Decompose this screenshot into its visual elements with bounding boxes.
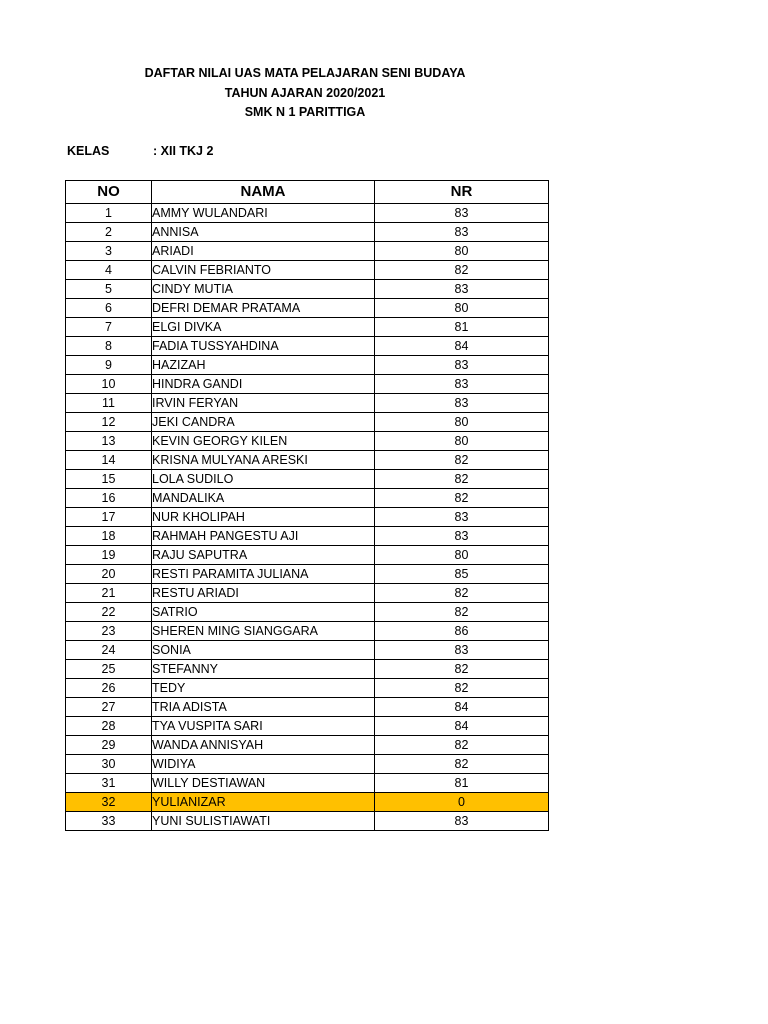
table-row [66,736,549,755]
row-number: 12 [66,413,152,432]
row-number: 20 [66,565,152,584]
row-number: 22 [66,603,152,622]
table-row [66,470,549,489]
table-row [66,356,549,375]
row-number: 24 [66,641,152,660]
table-row [66,337,549,356]
student-name: RAHMAH PANGESTU AJI [152,527,375,546]
table-row [66,774,549,793]
row-number: 5 [66,280,152,299]
table-row [66,242,549,261]
student-grade: 83 [375,812,549,831]
student-grade: 80 [375,413,549,432]
row-number: 32 [66,793,152,812]
column-header-nama: NAMA [152,181,375,204]
column-header-no: NO [66,181,152,204]
document-header [0,64,610,123]
table-row [66,641,549,660]
table-row [66,584,549,603]
table-row [66,280,549,299]
row-number: 1 [66,204,152,223]
row-number: 31 [66,774,152,793]
table-row [66,527,549,546]
student-grade: 82 [375,584,549,603]
student-name: MANDALIKA [152,489,375,508]
student-name: WIDIYA [152,755,375,774]
row-number: 21 [66,584,152,603]
school-name: SMK N 1 PARITTIGA [244,105,366,119]
table-header-row [66,181,549,204]
student-name: YULIANIZAR [152,793,375,812]
table-row [66,318,549,337]
student-grade: 82 [375,603,549,622]
row-number: 11 [66,394,152,413]
student-grade: 83 [375,394,549,413]
student-grade: 80 [375,242,549,261]
student-grade: 85 [375,565,549,584]
student-grade: 80 [375,299,549,318]
row-number: 29 [66,736,152,755]
row-number: 14 [66,451,152,470]
row-number: 2 [66,223,152,242]
table-row [66,508,549,527]
student-grade: 81 [375,774,549,793]
table-row [66,698,549,717]
student-name: DEFRI DEMAR PRATAMA [152,299,375,318]
table-body [66,204,549,831]
student-grade: 82 [375,470,549,489]
class-info [67,144,213,158]
student-name: KRISNA MULYANA ARESKI [152,451,375,470]
row-number: 6 [66,299,152,318]
student-grade: 84 [375,337,549,356]
student-grade: 83 [375,508,549,527]
student-name: AMMY WULANDARI [152,204,375,223]
student-name: CINDY MUTIA [152,280,375,299]
student-grade: 82 [375,679,549,698]
table-row [66,394,549,413]
table-row [66,299,549,318]
table-row [66,223,549,242]
student-grade: 83 [375,641,549,660]
student-name: SONIA [152,641,375,660]
student-name: SHEREN MING SIANGGARA [152,622,375,641]
student-grade: 81 [375,318,549,337]
student-grade: 82 [375,261,549,280]
student-grade: 83 [375,223,549,242]
student-name: CALVIN FEBRIANTO [152,261,375,280]
student-name: TRIA ADISTA [152,698,375,717]
row-number: 26 [66,679,152,698]
student-name: ELGI DIVKA [152,318,375,337]
row-number: 10 [66,375,152,394]
student-name: ARIADI [152,242,375,261]
row-number: 25 [66,660,152,679]
table-row [66,451,549,470]
table-row [66,717,549,736]
student-name: WILLY DESTIAWAN [152,774,375,793]
student-grade: 86 [375,622,549,641]
table-row [66,679,549,698]
student-grade: 80 [375,546,549,565]
row-number: 7 [66,318,152,337]
table-row [66,204,549,223]
row-number: 8 [66,337,152,356]
student-grade: 83 [375,280,549,299]
student-name: SATRIO [152,603,375,622]
table-row [66,812,549,831]
row-number: 16 [66,489,152,508]
student-name: HAZIZAH [152,356,375,375]
student-name: KEVIN GEORGY KILEN [152,432,375,451]
student-name: RESTI PARAMITA JULIANA [152,565,375,584]
student-name: RESTU ARIADI [152,584,375,603]
table-row [66,375,549,394]
table-row [66,622,549,641]
class-label: KELAS [67,144,110,158]
student-name: YUNI SULISTIAWATI [152,812,375,831]
row-number: 18 [66,527,152,546]
student-grade: 82 [375,660,549,679]
row-number: 13 [66,432,152,451]
student-name: RAJU SAPUTRA [152,546,375,565]
document-title: DAFTAR NILAI UAS MATA PELAJARAN SENI BUDAYA [144,66,466,80]
row-number: 28 [66,717,152,736]
row-number: 19 [66,546,152,565]
row-number: 3 [66,242,152,261]
student-grade: 82 [375,755,549,774]
row-number: 23 [66,622,152,641]
table-row [66,432,549,451]
table-row [66,603,549,622]
table-row [66,565,549,584]
student-grade: 84 [375,698,549,717]
row-number: 27 [66,698,152,717]
student-name: JEKI CANDRA [152,413,375,432]
student-grade: 83 [375,356,549,375]
student-grade: 83 [375,527,549,546]
student-name: STEFANNY [152,660,375,679]
grades-table [65,180,549,831]
table-row [66,546,549,565]
student-name: TYA VUSPITA SARI [152,717,375,736]
row-number: 15 [66,470,152,489]
student-name: HINDRA GANDI [152,375,375,394]
row-number: 30 [66,755,152,774]
academic-year: TAHUN AJARAN 2020/2021 [224,85,386,100]
student-grade: 80 [375,432,549,451]
row-number: 17 [66,508,152,527]
student-name: TEDY [152,679,375,698]
student-grade: 82 [375,451,549,470]
row-number: 4 [66,261,152,280]
student-name: NUR KHOLIPAH [152,508,375,527]
student-grade: 82 [375,489,549,508]
row-number: 9 [66,356,152,375]
table-row [66,489,549,508]
table-row [66,793,549,812]
student-name: FADIA TUSSYAHDINA [152,337,375,356]
column-header-nr: NR [375,181,549,204]
student-grade: 84 [375,717,549,736]
student-name: IRVIN FERYAN [152,394,375,413]
table-row [66,660,549,679]
student-grade: 0 [375,793,549,812]
student-grade: 82 [375,736,549,755]
table-row [66,755,549,774]
row-number: 33 [66,812,152,831]
table-row [66,413,549,432]
student-grade: 83 [375,375,549,394]
student-grade: 83 [375,204,549,223]
class-value: : XII TKJ 2 [153,144,214,158]
student-name: ANNISA [152,223,375,242]
student-name: LOLA SUDILO [152,470,375,489]
student-name: WANDA ANNISYAH [152,736,375,755]
table-row [66,261,549,280]
